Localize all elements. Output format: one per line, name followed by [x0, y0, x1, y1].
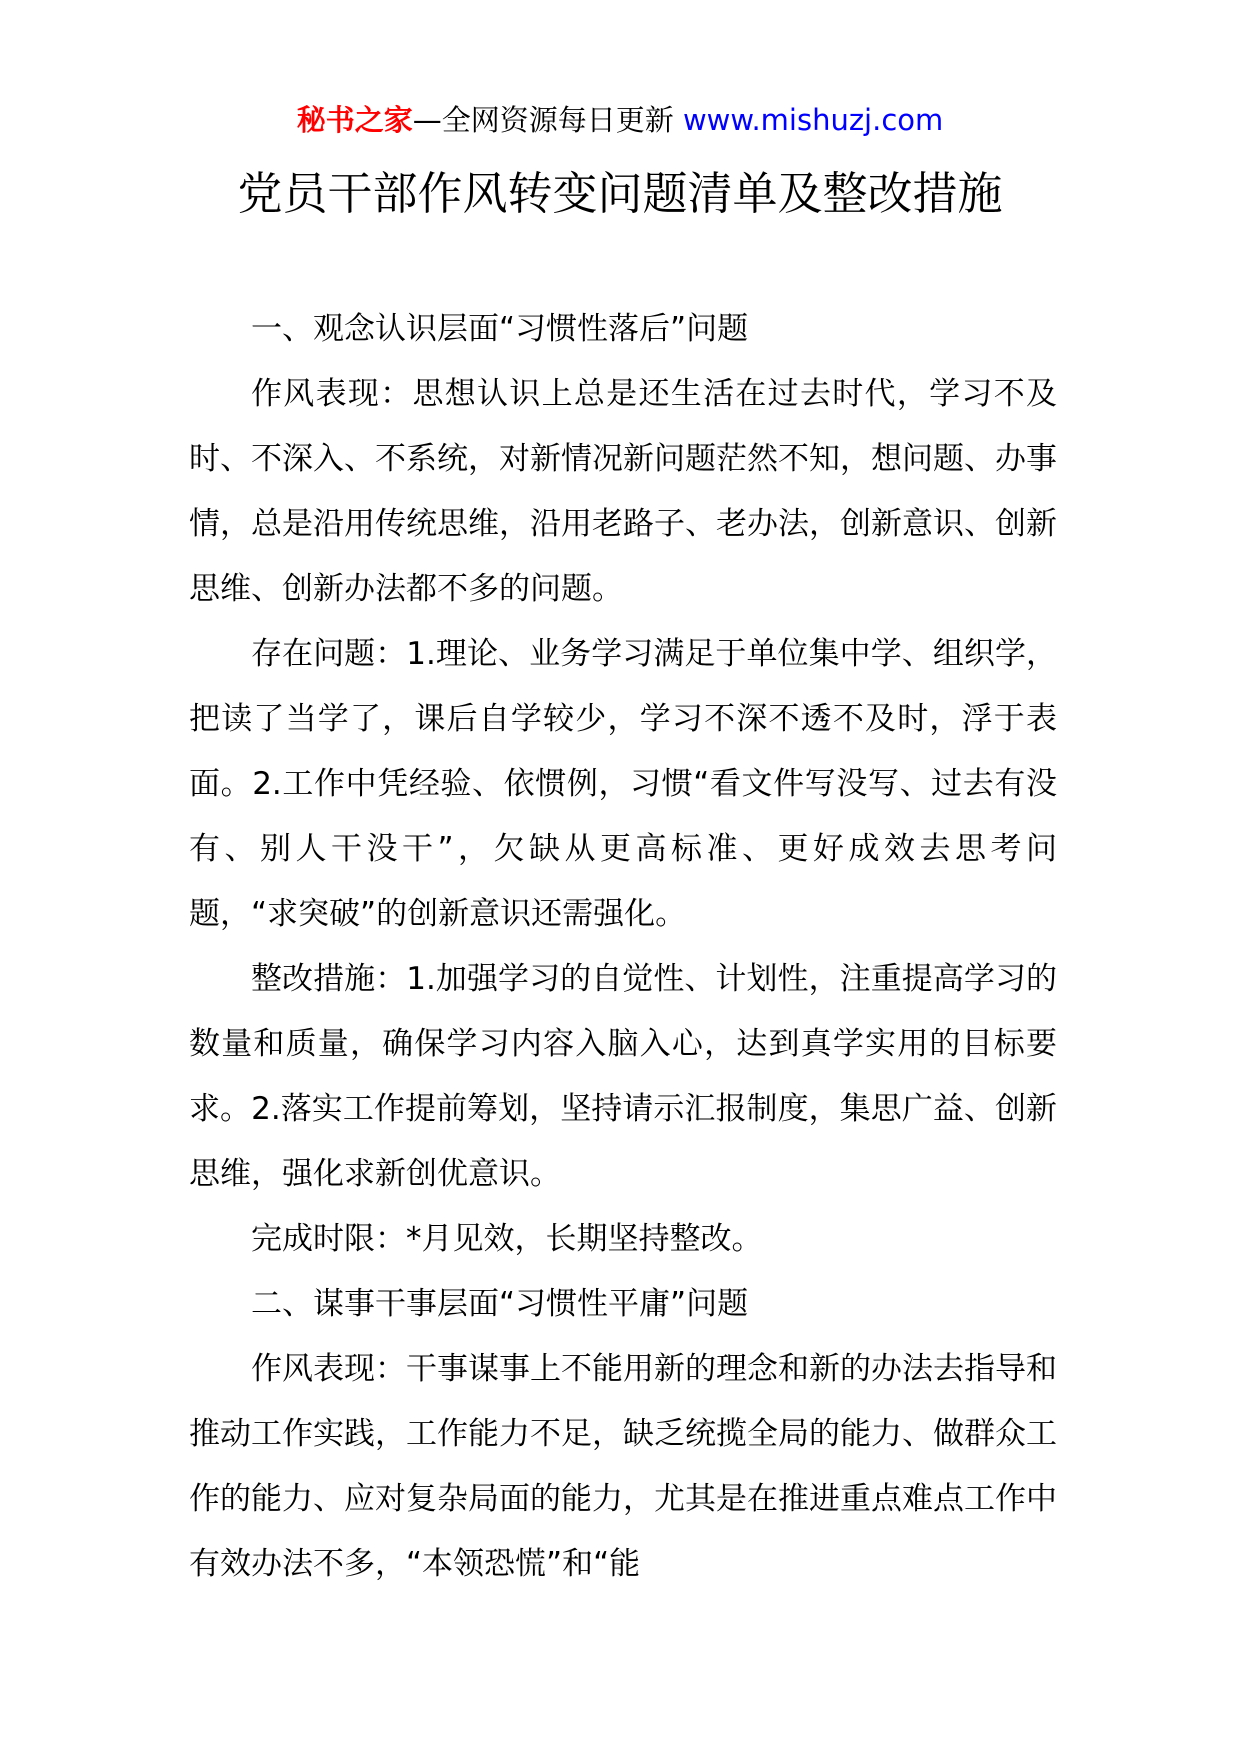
section-heading-1: 一、观念认识层面“习惯性落后”问题: [251, 311, 749, 347]
site-tagline: —全网资源每日更新: [412, 103, 674, 137]
document-body: [189, 297, 1057, 1597]
site-brand: 秘书之家: [296, 103, 413, 137]
site-url-link[interactable]: www.mishuzj.com: [682, 103, 944, 137]
paragraph-style-manifestation-2: 作风表现：干事谋事上不能用新的理念和新的办法去指导和推动工作实践，工作能力不足，缺乏统揽全局的能力、做群众工作的能力、应对复杂局面的能力，尤其是在推进重点难点工作中有效办法不多，“本领恐慌”和“能: [189, 1351, 1057, 1582]
document-title: 党员干部作风转变问题清单及整改措施: [237, 167, 1003, 220]
paragraph-deadline-1: 完成时限：*月见效，长期坚持整改。: [251, 1221, 763, 1257]
paragraph-style-manifestation-1: 作风表现：思想认识上总是还生活在过去时代，学习不及时、不深入、不系统，对新情况新问题茫然不知，想问题、办事情，总是沿用传统思维，沿用老路子、老办法，创新意识、创新思维、创新办法都不多的问题。: [189, 376, 1057, 607]
section-heading-2: 二、谋事干事层面“习惯性平庸”问题: [251, 1286, 749, 1322]
paragraph-existing-problems-1: 存在问题：1.理论、业务学习满足于单位集中学、组织学，把读了当学了，课后自学较少，学习不深不透不及时，浮于表面。2.工作中凭经验、依惯例，习惯“看文件写没写、过去有没有、别人干没干”，欠缺从更高标准、更好成效去思考问题，“求突破”的创新意识还需强化。: [189, 636, 1057, 932]
paragraph-rectification-measures-1: 整改措施：1.加强学习的自觉性、计划性，注重提高学习的数量和质量，确保学习内容入脑入心，达到真学实用的目标要求。2.落实工作提前筹划，坚持请示汇报制度，集思广益、创新思维，强化求新创优意识。: [189, 961, 1057, 1192]
site-header: [0, 100, 1240, 140]
